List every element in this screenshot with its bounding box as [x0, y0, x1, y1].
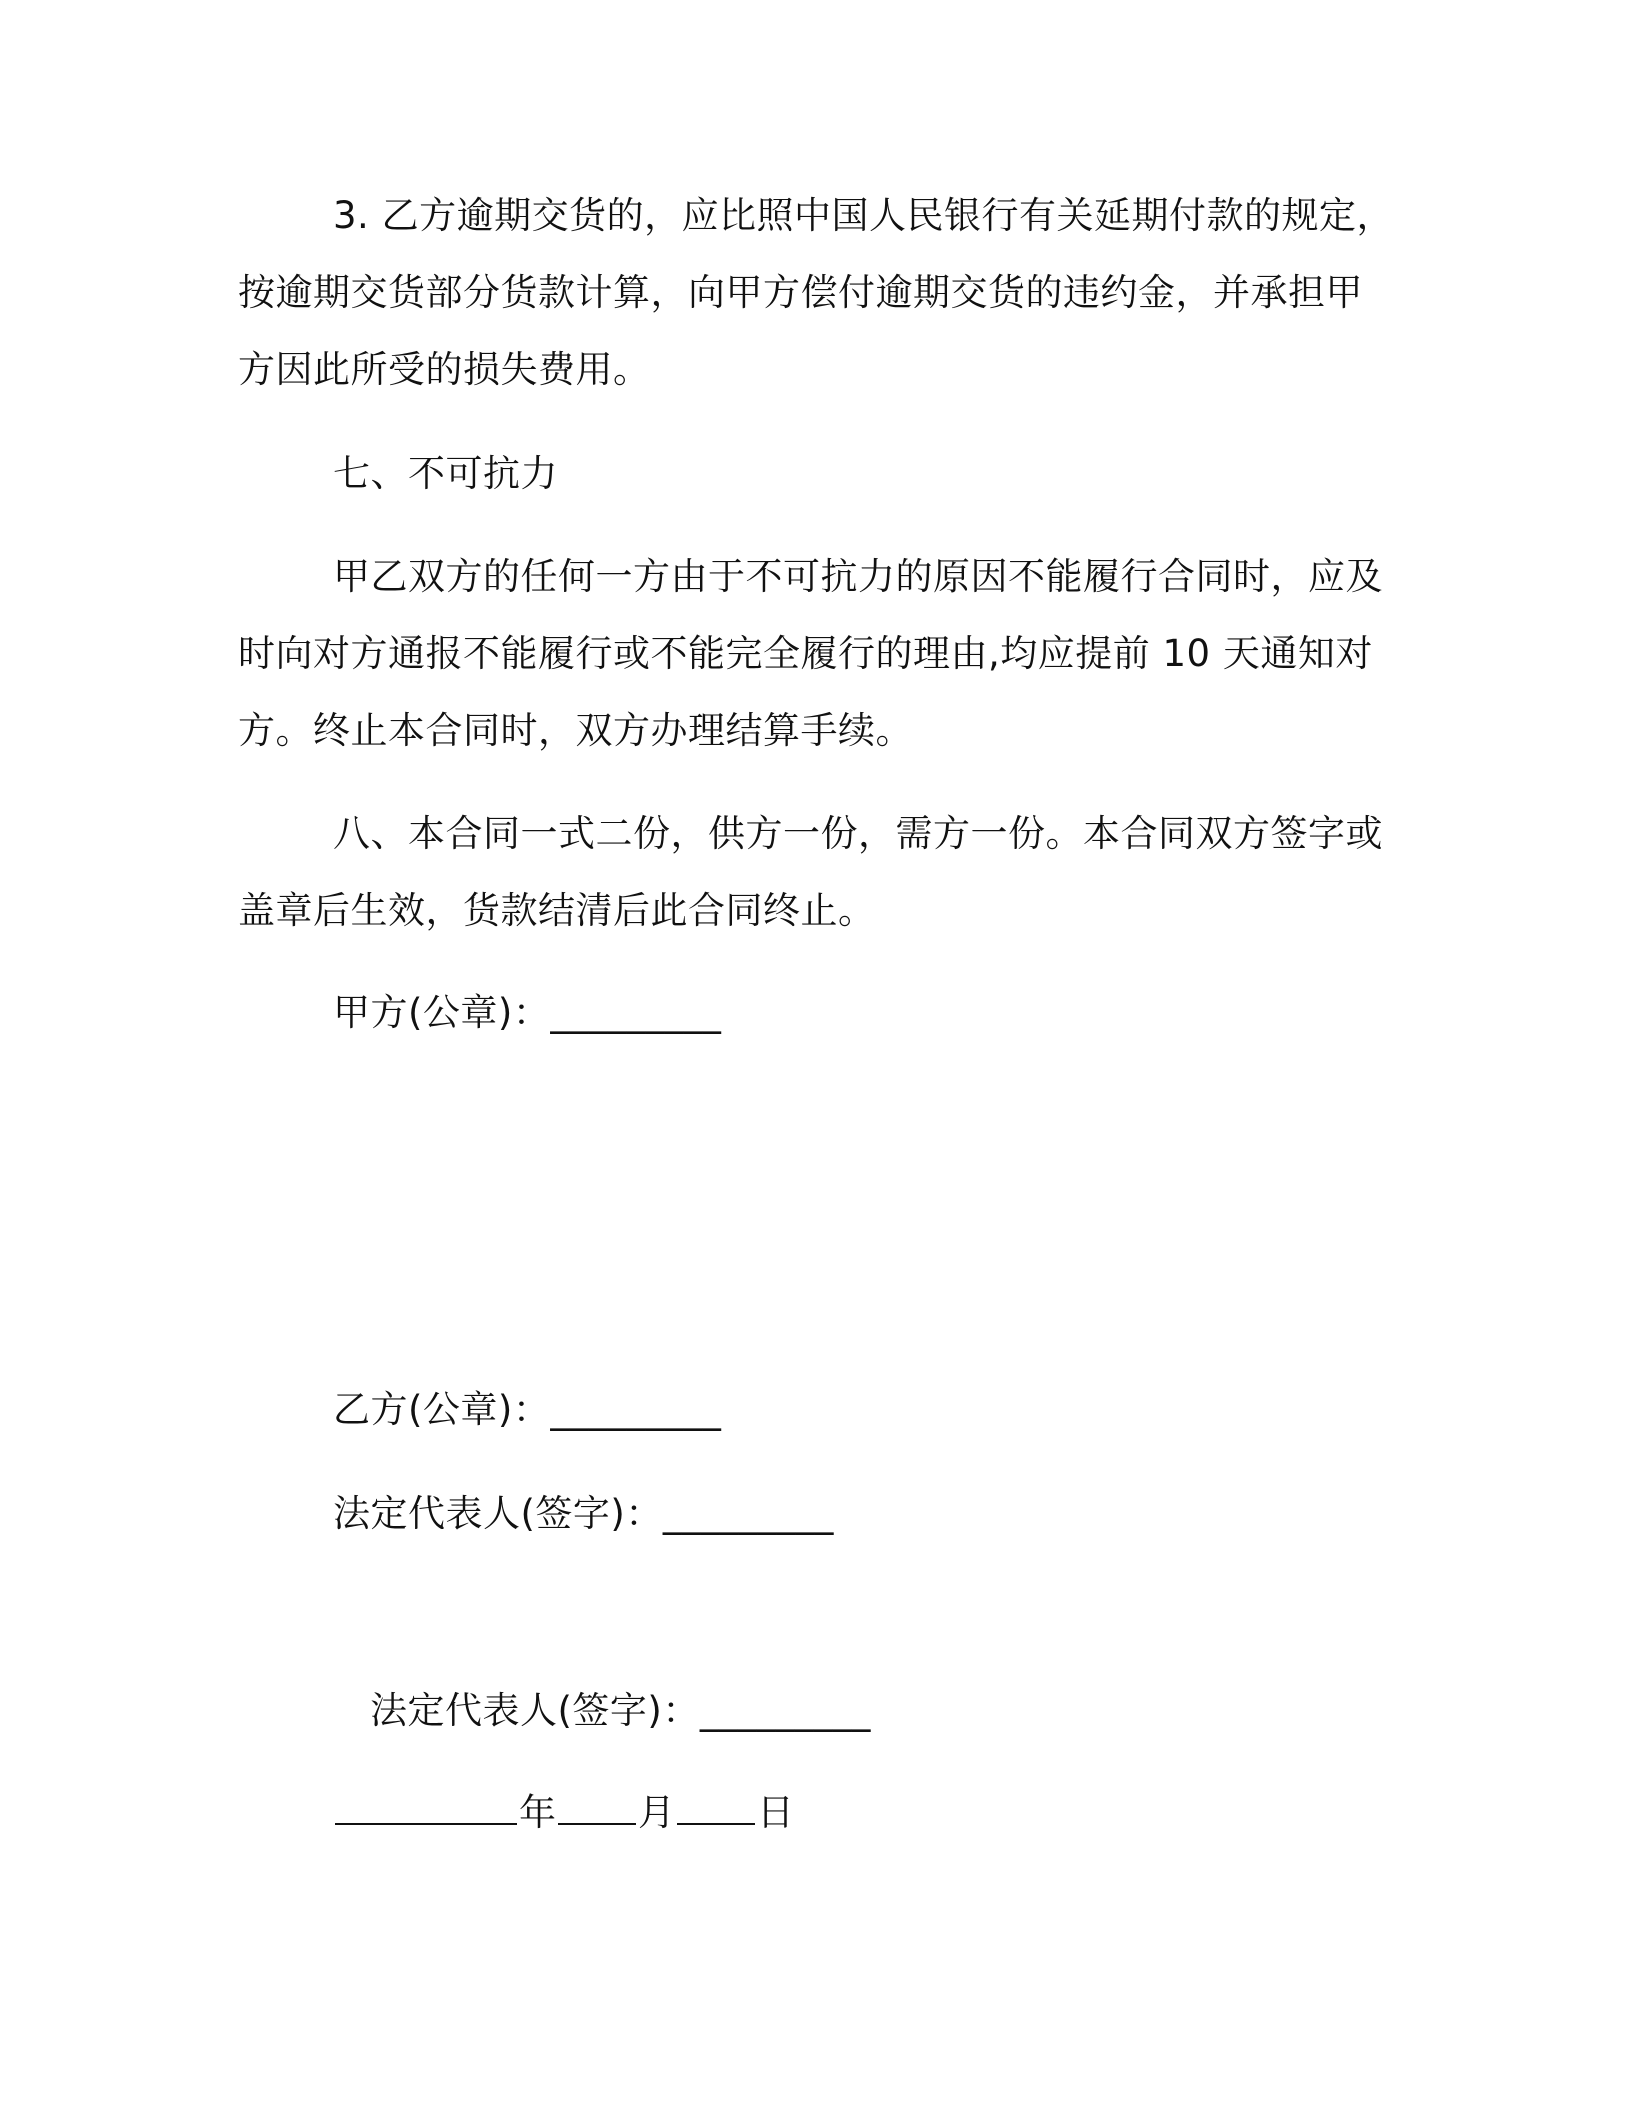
section7-line-3: 方。终止本合同时，双方办理结算手续。 [238, 709, 913, 752]
year-label: 年 [519, 1791, 556, 1834]
section8-line-1: 八、本合同一式二份，供方一份，需方一份。本合同双方签字或 [333, 812, 1383, 855]
section7-line-1: 甲乙双方的任何一方由于不可抗力的原因不能履行合同时，应及 [333, 555, 1383, 598]
section7-line-2: 时向对方通报不能履行或不能完全履行的理由,均应提前 10 天通知对 [238, 632, 1373, 675]
year-blank [335, 1793, 517, 1825]
month-label: 月 [638, 1791, 675, 1834]
legal-rep-signature-2: 法定代表人(签字)：_________ [370, 1689, 871, 1732]
party-a-seal-field: 甲方(公章)：_________ [333, 991, 722, 1034]
clause3-line-3: 方因此所受的损失费用。 [238, 348, 651, 391]
month-blank [558, 1793, 636, 1825]
date-line [333, 1791, 794, 1834]
legal-rep-signature-1: 法定代表人(签字)：_________ [333, 1492, 834, 1535]
clause3-line-2: 按逾期交货部分货款计算，向甲方偿付逾期交货的违约金，并承担甲 [238, 271, 1363, 314]
party-b-seal-field: 乙方(公章)：_________ [333, 1388, 722, 1431]
day-label: 日 [757, 1791, 794, 1834]
day-blank [677, 1793, 755, 1825]
clause3-line-1: 3. 乙方逾期交货的，应比照中国人民银行有关延期付款的规定， [333, 194, 1395, 237]
section7-heading: 七、不可抗力 [333, 452, 558, 495]
section8-line-2: 盖章后生效，货款结清后此合同终止。 [238, 889, 876, 932]
